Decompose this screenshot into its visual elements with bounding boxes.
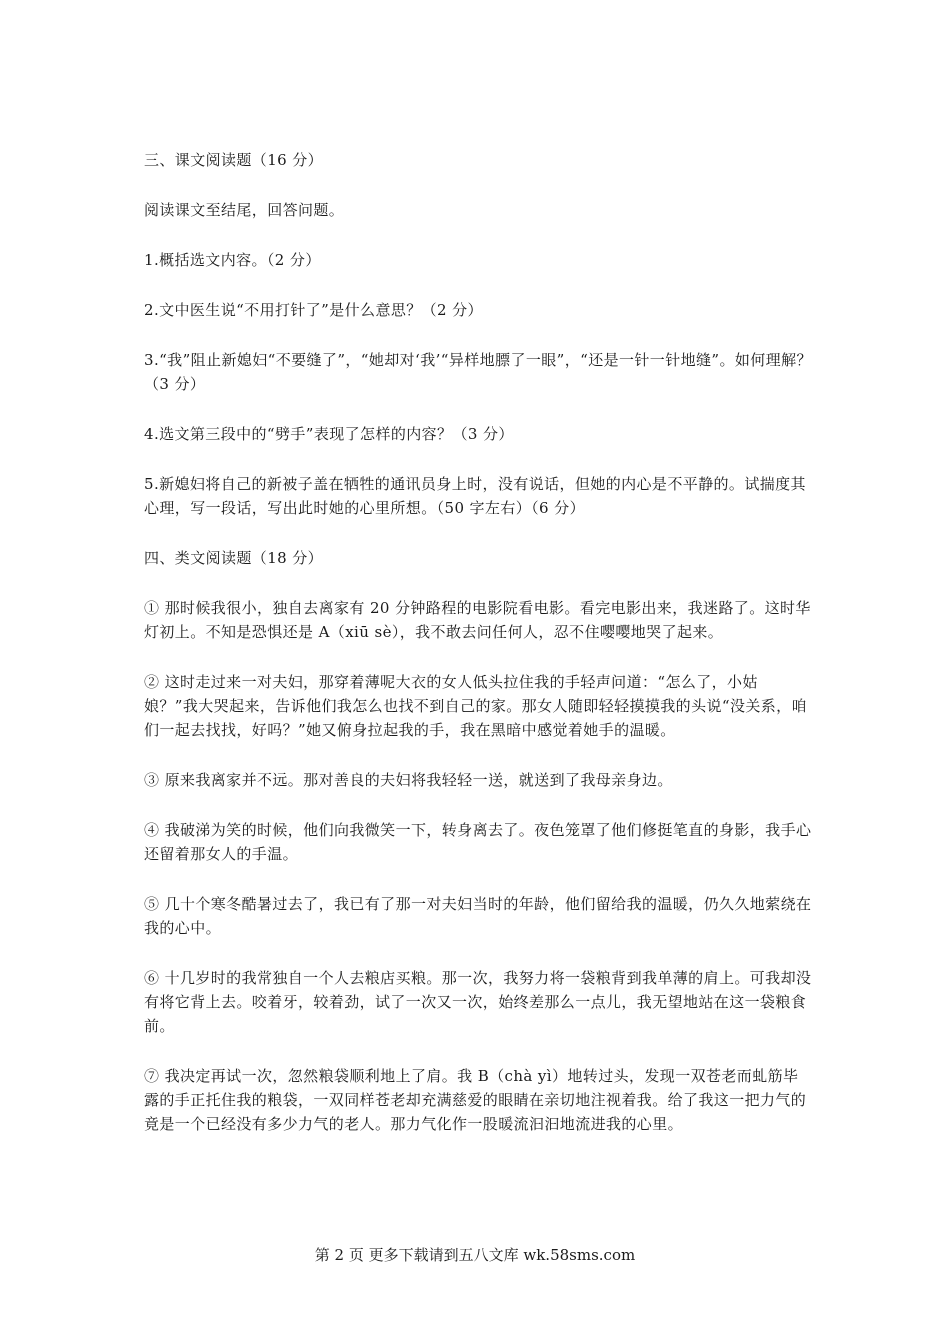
page-footer: 第 2 页 更多下载请到五八文库 wk.58sms.com [314,1246,636,1264]
document-body [144,148,812,1162]
passage-paragraph-6: ⑥ 十几岁时的我常独自一个人去粮店买粮。那一次，我努力将一袋粮背到我单薄的肩上。可我却没有将它背上去。咬着牙，较着劲，试了一次又一次，始终差那么一点儿，我无望地站在这一袋粮食前。 [144,969,812,1035]
section3-intro: 阅读课文至结尾，回答问题。 [144,201,345,219]
question-3: 3.“我”阻止新媳妇“不要缝了”，“她却对‘我’“异样地膘了一眼”，“还是一针一针地缝”。如何理解？（3 分） [144,351,812,393]
passage-paragraph-5: ⑤ 几十个寒冬酷暑过去了，我已有了那一对夫妇当时的年龄，他们留给我的温暖，仍久久地萦绕在我的心中。 [144,895,812,937]
question-1: 1.概括选文内容。（2 分） [144,251,321,269]
question-4: 4.选文第三段中的“劈手”表现了怎样的内容？（3 分） [144,425,514,443]
passage-paragraph-1: ① 那时候我很小，独自去离家有 20 分钟路程的电影院看电影。看完电影出来，我迷路了。这时华灯初上。不知是恐惧还是 A（xiū sè），我不敢去问任何人，忍不住嘤嘤地哭了起来。 [144,599,811,641]
passage-paragraph-2: ② 这时走过来一对夫妇，那穿着薄呢大衣的女人低头拉住我的手轻声问道：“怎么了，小姑娘？”我大哭起来，告诉他们我怎么也找不到自己的家。那女人随即轻轻摸摸我的头说“没关系，咱们一起去找找，好吗？”她又俯身拉起我的手，我在黑暗中感觉着她手的温暖。 [144,673,807,739]
passage-paragraph-3: ③ 原来我离家并不远。那对善良的夫妇将我轻轻一送，就送到了我母亲身边。 [144,771,673,789]
passage-paragraph-4: ④ 我破涕为笑的时候，他们向我微笑一下，转身离去了。夜色笼罩了他们修挺笔直的身影，我手心还留着那女人的手温。 [144,821,812,863]
passage-paragraph-7: ⑦ 我决定再试一次，忽然粮袋顺利地上了肩。我 B（chà yì）地转过头，发现一双苍老而虬筋毕露的手正托住我的粮袋，一双同样苍老却充满慈爱的眼睛在亲切地注视着我。给了我这一把力气的竟是一个已经没有多少力气的老人。那力气化作一股暖流汩汩地流进我的心里。 [144,1067,807,1133]
section3-heading: 三、课文阅读题（16 分） [144,151,324,169]
question-2: 2.文中医生说“不用打针了”是什么意思？（2 分） [144,301,483,319]
question-5: 5.新媳妇将自己的新被子盖在牺牲的通讯员身上时，没有说话，但她的内心是不平静的。试揣度其心理，写一段话，写出此时她的心里所想。（50 字左右）（6 分） [144,475,806,517]
section4-heading: 四、类文阅读题（18 分） [144,549,324,567]
